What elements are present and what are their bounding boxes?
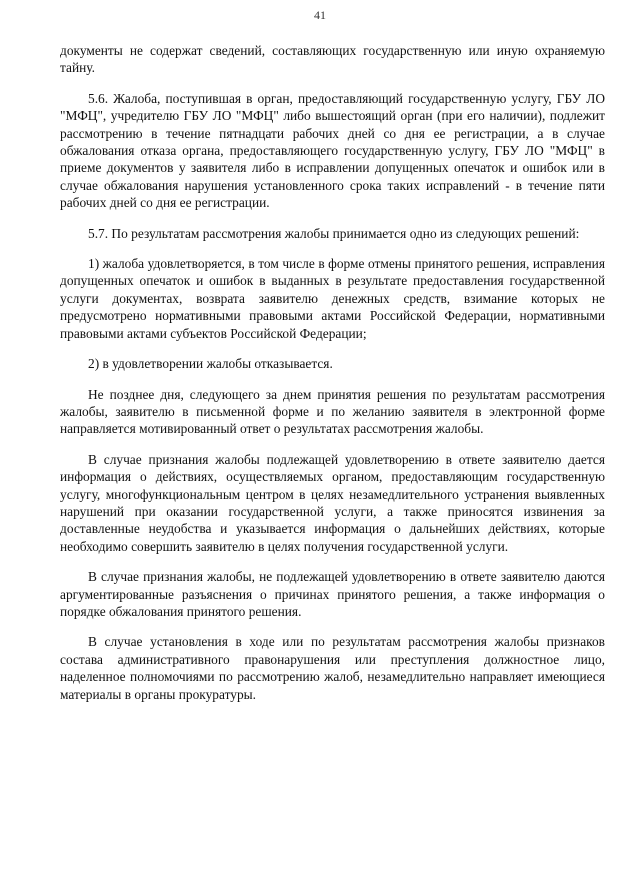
paragraph-complaint-rejected: В случае признания жалобы, не подлежащей удовлетворению в ответе заявителю даются аргументированные разъяснения о причинах принятого решения, а также информация о порядке обжалования принятого решения. xyxy=(60,569,605,619)
paragraph-5-6: 5.6. Жалоба, поступившая в орган, предоставляющий государственную услугу, ГБУ ЛО "МФЦ", учредителю ГБУ ЛО "МФЦ" либо вышестоящий орган (при его наличии), подлежит рассмотрению в течение пятнадцати рабочих дней со дня ее регистрации, а в случае обжалования отказа органа, предоставляющего государственную услугу, ГБУ ЛО "МФЦ" в приеме документов у заявителя либо в исправлении допущенных опечаток и ошибок или в случае обжалования нарушения установленного срока таких исправлений - в течение пяти рабочих дней со дня ее регистрации. xyxy=(60,90,605,211)
paragraph-continuation: документы не содержат сведений, составляющих государственную или иную охраняемую тайну. xyxy=(60,43,605,76)
document-body xyxy=(60,42,605,716)
list-item-2: 2) в удовлетворении жалобы отказывается. xyxy=(88,356,333,372)
paragraph-complaint-satisfied: В случае признания жалобы подлежащей удовлетворению в ответе заявителю дается информация о действиях, осуществляемых органом, предоставляющим государственную услугу, многофункциональным центром в целях незамедлительного устранения выявленных нарушений при оказании государственной услуги, а также приносятся извинения за доставленные неудобства и указывается информация о дальнейших действиях, которые необходимо совершить заявителю в целях получения государственной услуги. xyxy=(60,451,605,554)
paragraph-prosecution: В случае установления в ходе или по результатам рассмотрения жалобы признаков состава административного правонарушения или преступления должностное лицо, наделенное полномочиями по рассмотрению жалоб, незамедлительно направляет имеющиеся материалы в органы прокуратуры. xyxy=(60,634,605,702)
page-number: 41 xyxy=(314,8,326,22)
paragraph-5-7: 5.7. По результатам рассмотрения жалобы принимается одно из следующих решений: xyxy=(88,225,580,241)
list-item-1: 1) жалоба удовлетворяется, в том числе в форме отмены принятого решения, исправления допущенных опечаток и ошибок в выданных в результате предоставления государственной услуги документах, возврата заявителю денежных средств, взимание которых не предусмотрено нормативными правовыми актами Российской Федерации, нормативными правовыми актами субъектов Российской Федерации; xyxy=(60,256,605,341)
paragraph-response-deadline: Не позднее дня, следующего за днем принятия решения по результатам рассмотрения жалобы, заявителю в письменной форме и по желанию заявителя в электронной форме направляется мотивированный ответ о результатах рассмотрения жалобы. xyxy=(60,386,605,437)
